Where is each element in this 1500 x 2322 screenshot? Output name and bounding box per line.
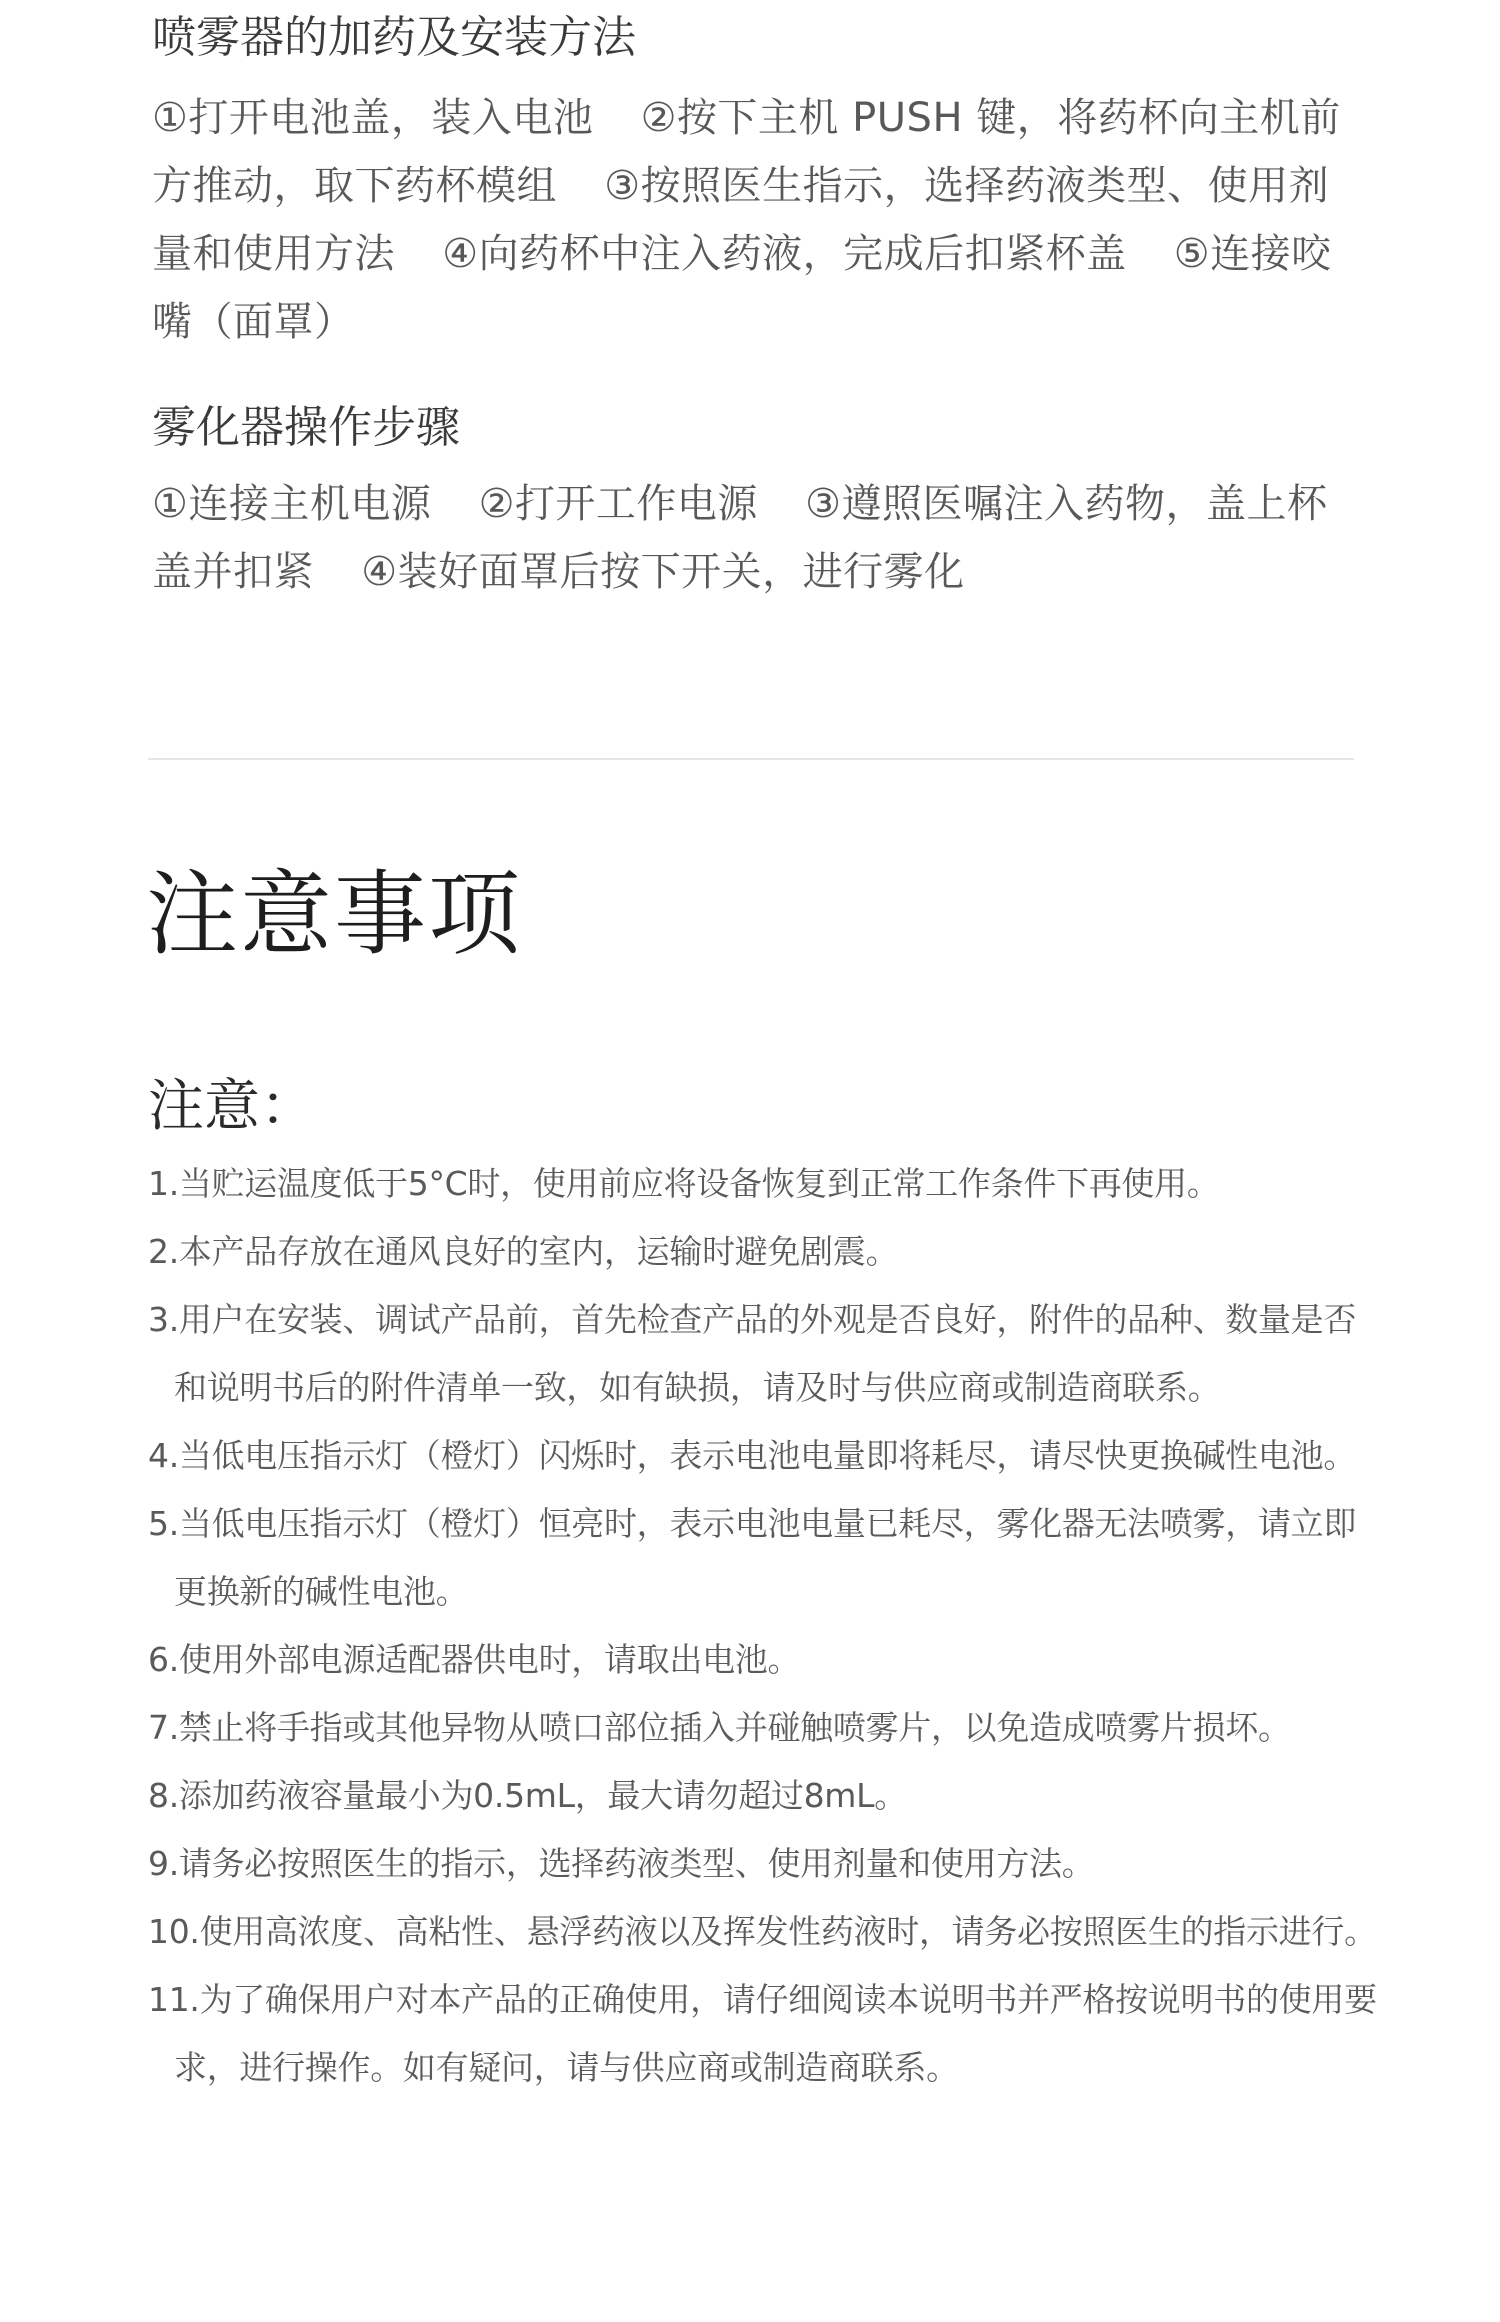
note-item-9: 9.请务必按照医生的指示，选择药液类型、使用剂量和使用方法。 [148,1844,1095,1883]
dosing-step-4: ④向药杯中注入药液，完成后扣紧杯盖 [442,231,1127,277]
page-title: 注意事项 [146,861,523,968]
note-item-3: 3.用户在安装、调试产品前，首先检查产品的外观是否良好，附件的品种、数量是否和说明书后的附件清单一致，如有缺损，请及时与供应商或制造商联系。 [148,1300,1357,1407]
note-item-4: 4.当低电压指示灯（橙灯）闪烁时，表示电池电量即将耗尽，请尽快更换碱性电池。 [148,1436,1357,1475]
dosing-step-5: ⑤连接咬嘴（面罩） [152,231,1332,345]
note-item-8: 8.添加药液容量最小为0.5mL，最大请勿超过8mL。 [148,1776,907,1815]
section-heading-operation: 雾化器操作步骤 [152,402,460,453]
note-item-2: 2.本产品存放在通风良好的室内，运输时避免剧震。 [148,1232,899,1271]
note-item-5: 5.当低电压指示灯（橙灯）恒亮时，表示电池电量已耗尽，雾化器无法喷雾，请立即更换新的碱性电池。 [148,1504,1357,1611]
note-item-6: 6.使用外部电源适配器供电时，请取出电池。 [148,1640,801,1679]
note-item-1: 1.当贮运温度低于5°C时，使用前应将设备恢复到正常工作条件下再使用。 [148,1164,1220,1203]
operation-step-3: ③遵照医嘱注入药物，盖上杯盖并扣紧 [152,481,1328,595]
section-dosing-steps [152,84,1362,356]
note-item-7: 7.禁止将手指或其他异物从喷口部位插入并碰触喷雾片，以免造成喷雾片损坏。 [148,1708,1291,1747]
note-item-10: 10.使用高浓度、高粘性、悬浮药液以及挥发性药液时，请务必按照医生的指示进行。 [148,1912,1377,1951]
operation-step-1: ①连接主机电源 [152,481,432,527]
section-heading-dosing: 喷雾器的加药及安装方法 [152,12,636,63]
notes-list [148,1150,1378,2102]
dosing-step-2: ②按下主机 PUSH 键，将药杯向主机前方推动，取下药杯模组 [152,95,1341,209]
operation-step-2: ②打开工作电源 [478,481,758,527]
operation-step-4: ④装好面罩后按下开关，进行雾化 [361,549,965,595]
dosing-step-3: ③按照医生指示，选择药液类型、使用剂量和使用方法 [152,163,1330,277]
note-item-11: 11.为了确保用户对本产品的正确使用，请仔细阅读本说明书并严格按说明书的使用要求，进行操作。如有疑问，请与供应商或制造商联系。 [148,1980,1377,2087]
dosing-step-1: ①打开电池盖，装入电池 [152,95,594,141]
notes-label: 注意： [148,1074,316,1139]
section-operation-steps [152,470,1362,606]
section-divider [148,758,1354,760]
